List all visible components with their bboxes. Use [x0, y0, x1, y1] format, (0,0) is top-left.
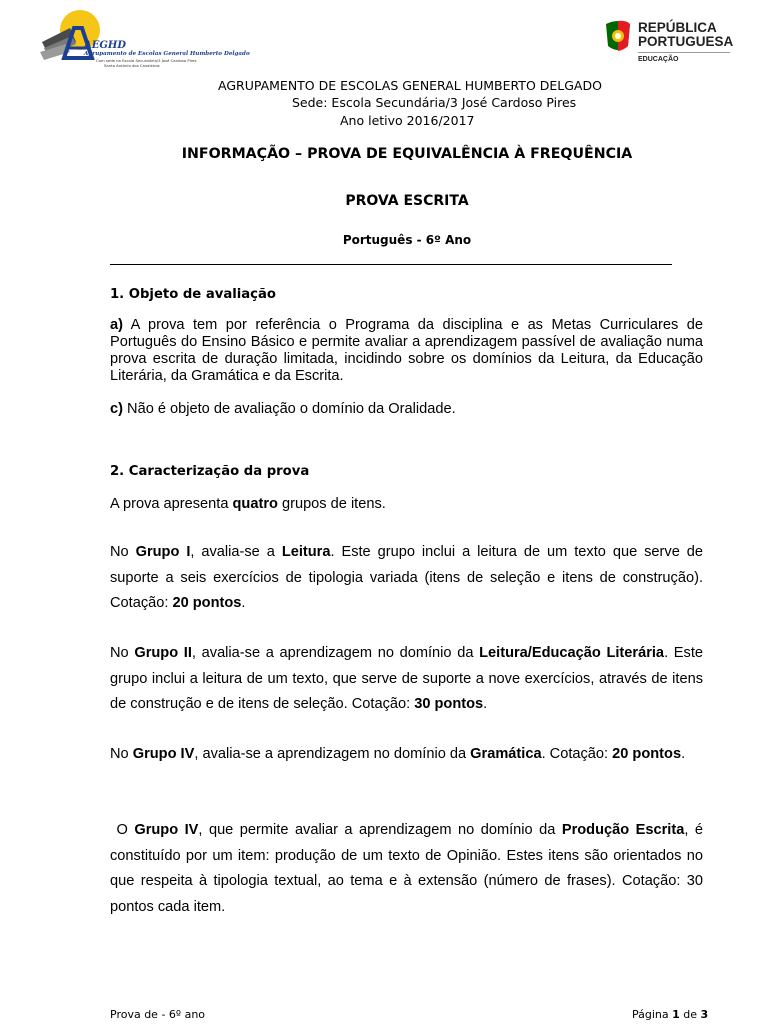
item-a-text: A prova tem por referência o Programa da disciplina e as Metas Curriculares de Português do Ensino Básico e permite avaliar a aprendizagem passível de avaliação numa prova escrita de duração limitada, incidindo sobre os domínios da Leitura, da Educação Literária, da Gramática e da Escrita.	[110, 317, 703, 384]
g3-bold-group: Grupo IV	[132, 746, 195, 762]
g3-bold-domain: Gramática	[470, 746, 542, 762]
ministry-label: EDUCAÇÃO	[638, 56, 679, 63]
g2-text-2: , avalia-se a aprendizagem no domínio da	[191, 645, 480, 661]
g4-text-1: O	[110, 822, 135, 838]
logo-line-1: Agrupamento de Escolas General Humberto Delgado	[84, 51, 250, 57]
logo-line-2: Com sede na Escola Secundária/3 José Cardoso Pires	[96, 58, 197, 63]
g3-text-4: .	[681, 746, 686, 762]
portugal-shield-icon	[602, 20, 634, 56]
g1-bold-group: Grupo I	[135, 544, 191, 560]
group-3-paragraph	[110, 742, 703, 768]
page-total: 3	[700, 1008, 709, 1021]
intro-bold: quatro	[232, 496, 278, 512]
item-c-label: c)	[110, 401, 123, 417]
footer-left: Prova de - 6º ano	[110, 1008, 206, 1021]
section-2-intro	[110, 496, 703, 513]
intro-text-2: grupos de itens.	[277, 496, 386, 512]
page-number	[632, 1008, 708, 1021]
item-c-text: Não é objeto de avaliação o domínio da Oralidade.	[122, 401, 456, 417]
school-seat: Sede: Escola Secundária/3 José Cardoso Pires	[292, 95, 577, 110]
g4-bold-domain: Produção Escrita	[561, 822, 685, 838]
page-of-word: de	[679, 1008, 701, 1021]
group-1-paragraph	[110, 540, 703, 617]
g3-text-3: . Cotação:	[541, 746, 613, 762]
school-year: Ano letivo 2016/2017	[340, 113, 475, 128]
section-2-heading: 2. Caracterização da prova	[110, 464, 310, 479]
g1-text-2: , avalia-se a	[190, 544, 282, 560]
g2-bold-domain: Leitura/Educação Literária	[479, 645, 665, 661]
g3-bold-points: 20 pontos	[612, 746, 682, 762]
document-subtitle: PROVA ESCRITA	[345, 193, 469, 209]
g2-text-1: No	[110, 645, 135, 661]
intro-text-1: A prova apresenta	[110, 496, 233, 512]
g4-bold-group: Grupo IV	[134, 822, 199, 838]
group-2-paragraph	[110, 641, 703, 718]
logo-line-3: Santo António dos Cavaleiros	[104, 63, 160, 68]
school-logo	[36, 8, 250, 68]
logo-acronym: AEGHD	[84, 40, 127, 51]
g2-bold-points: 30 pontos	[414, 696, 484, 712]
g2-text-4: .	[483, 696, 488, 712]
g2-bold-group: Grupo II	[134, 645, 192, 661]
section-1-paragraph-c	[110, 401, 703, 418]
school-name: AGRUPAMENTO DE ESCOLAS GENERAL HUMBERTO DELGADO	[218, 78, 602, 93]
g3-text-2: , avalia-se a aprendizagem no domínio da	[194, 746, 471, 762]
g1-text-4: .	[241, 595, 246, 611]
g4-text-3: , é constituído por um item: produção de um texto de Opinião. Estes itens são orientados no que respeita à tipologia textual, ao tema e à extensão (número de frases). Cotação: 30 pontos cada item.	[110, 822, 704, 915]
g2-text-3: . Este grupo inclui a leitura de um texto, que serve de suporte a nove exercícios, através de itens de construção e de itens de seleção. Cotação:	[110, 645, 703, 712]
g1-text-3: . Este grupo inclui a leitura de um texto que serve de suporte a seis exercícios de tipologia variada (itens de seleção e itens de construção). Cotação:	[110, 544, 703, 611]
item-a-label: a)	[110, 317, 123, 333]
republic-line-1: REPÚBLICA	[638, 20, 717, 35]
separator-line	[110, 264, 672, 265]
republic-line-2: PORTUGUESA	[638, 34, 734, 49]
g1-bold-points: 20 pontos	[172, 595, 242, 611]
page-current: 1	[672, 1008, 680, 1021]
section-1-heading: 1. Objeto de avaliação	[110, 287, 276, 302]
document-title: INFORMAÇÃO – PROVA DE EQUIVALÊNCIA À FREQUÊNCIA	[181, 146, 633, 162]
g1-text-1: No	[110, 544, 136, 560]
page-word: Página	[632, 1008, 673, 1021]
subject: Português - 6º Ano	[342, 233, 472, 247]
section-1-paragraph-a	[110, 317, 703, 385]
g4-text-2: , que permite avaliar a aprendizagem no domínio da	[198, 822, 562, 838]
group-4-paragraph	[110, 818, 703, 920]
government-logo	[600, 16, 740, 70]
g3-text-1: No	[110, 746, 133, 762]
logo-divider	[638, 52, 730, 53]
g1-bold-domain: Leitura	[281, 544, 331, 560]
